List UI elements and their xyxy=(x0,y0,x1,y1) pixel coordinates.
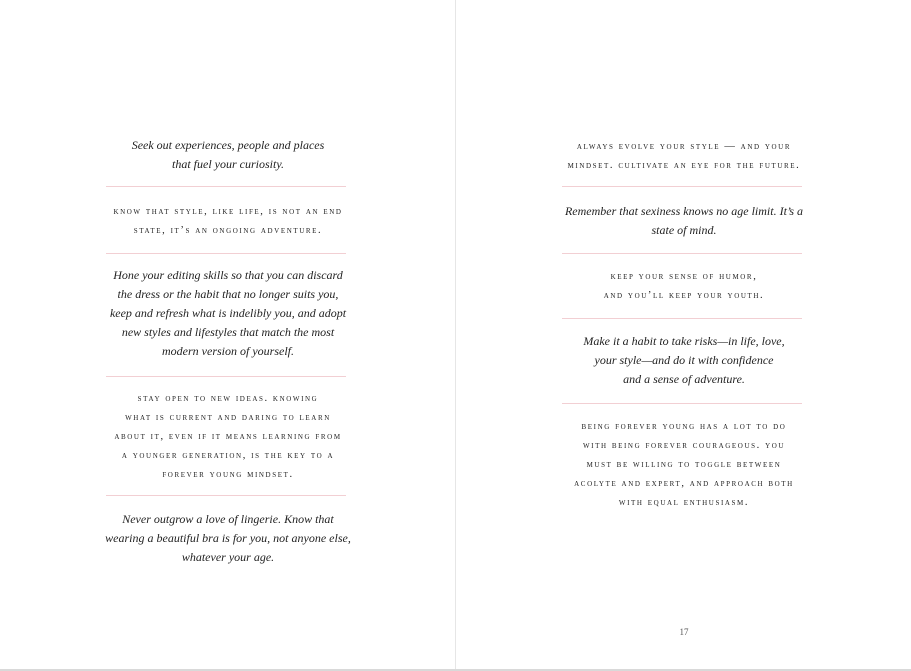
text-line: state, it’s an ongoing adventure. xyxy=(133,225,323,236)
caps-block xyxy=(78,389,378,484)
text-line: modern version of yourself. xyxy=(162,344,294,358)
text-line: being forever young has a lot to do xyxy=(581,421,787,432)
quote-block xyxy=(534,332,834,389)
text-line: know that style, like life, is not an end xyxy=(113,206,343,217)
text-line: acolyte and expert, and approach both xyxy=(574,478,794,489)
text-line: what is current and daring to learn xyxy=(125,412,331,423)
text-line: that fuel your curiosity. xyxy=(172,157,284,171)
page-number: 17 xyxy=(679,627,689,637)
text-line: and a sense of adventure. xyxy=(623,372,745,386)
text-line: forever young mindset. xyxy=(162,469,294,480)
text-line: keep and refresh what is indelibly you, and adopt xyxy=(109,306,347,320)
quote-block xyxy=(78,266,378,361)
right-page xyxy=(456,0,911,671)
text-line: stay open to new ideas. knowing xyxy=(137,393,319,404)
text-line: with being forever courageous. you xyxy=(582,440,786,451)
quote-block xyxy=(534,202,834,240)
text-line: always evolve your style — and your xyxy=(576,141,792,152)
text-line: a younger generation, is the key to a xyxy=(121,450,335,461)
text-line: Make it a habit to take risks—in life, love, xyxy=(583,334,785,348)
text-line: your style—and do it with confidence xyxy=(594,353,774,367)
quote-block xyxy=(78,136,378,174)
divider xyxy=(562,186,802,187)
caps-block xyxy=(534,417,834,512)
text-line: Hone your editing skills so that you can discard xyxy=(113,268,343,282)
text-line: whatever your age. xyxy=(181,550,275,564)
text-line: and you’ll keep your youth. xyxy=(603,290,765,301)
text-line: new styles and lifestyles that match the most xyxy=(121,325,335,339)
caps-block xyxy=(78,202,378,240)
text-line: with equal enthusiasm. xyxy=(618,497,750,508)
caps-block xyxy=(534,137,834,175)
text-line: keep your sense of humor, xyxy=(610,271,758,282)
divider xyxy=(562,318,802,319)
caps-block xyxy=(534,267,834,305)
text-line: about it, even if it means learning from xyxy=(114,431,342,442)
text-line: the dress or the habit that no longer suits you, xyxy=(117,287,339,301)
divider xyxy=(562,403,802,404)
divider xyxy=(106,186,346,187)
divider xyxy=(562,253,802,254)
text-line: Remember that sexiness knows no age limit. It’s a xyxy=(564,204,804,218)
divider xyxy=(106,253,346,254)
text-line: wearing a beautiful bra is for you, not anyone else, xyxy=(105,531,351,545)
text-line: must be willing to toggle between xyxy=(586,459,782,470)
text-line: Never outgrow a love of lingerie. Know that xyxy=(122,512,334,526)
quote-block xyxy=(78,510,378,567)
divider xyxy=(106,376,346,377)
divider xyxy=(106,495,346,496)
text-line: mindset. cultivate an eye for the future. xyxy=(567,160,801,171)
text-line: Seek out experiences, people and places xyxy=(131,138,325,152)
text-line: state of mind. xyxy=(651,223,717,237)
